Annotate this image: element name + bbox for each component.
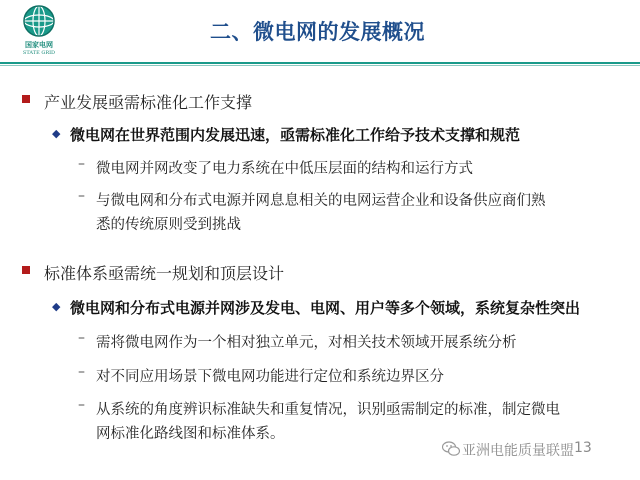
subpoint-1-1 [78,156,473,178]
dash-bullet-icon: – [78,330,85,346]
wechat-icon [442,441,460,457]
square-bullet-icon [22,95,30,103]
subpoint-text: 需将微电网作为一个相对独立单元，对相关技术领域开展系统分析 [96,335,517,351]
subpoint-text: 悉的传统原则受到挑战 [96,217,241,233]
header-divider-thin [0,65,640,66]
subpoint-2-2 [78,364,444,386]
logo-name-cn: 国家电网 [25,41,53,49]
dash-bullet-icon: – [78,364,85,380]
section-heading-text: 产业发展亟需标准化工作支撑 [44,93,253,112]
subpoint-2-3-cont [96,422,285,443]
point-text: 微电网和分布式电源并网涉及发电、电网、用户等多个领域，系统复杂性突出 [70,299,581,317]
watermark-text: 亚洲电能质量联盟 [462,443,574,459]
header-divider [0,62,640,64]
subpoint-text: 网标准化路线图和标准体系。 [96,426,285,442]
square-bullet-icon [22,266,30,274]
subpoint-text: 从系统的角度辨识标准缺失和重复情况，识别亟需制定的标准，制定微电 [96,402,560,418]
page-title: 二、微电网的发展概况 [210,20,425,44]
subpoint-1-2 [78,188,546,210]
dash-bullet-icon: – [78,156,85,172]
subpoint-text: 微电网并网改变了电力系统在中低压层面的结构和运行方式 [96,161,473,177]
dash-bullet-icon: – [78,188,85,204]
point-text: 微电网在世界范围内发展迅速，亟需标准化工作给予技术支撑和规范 [70,126,521,144]
state-grid-logo-icon [22,4,56,38]
point-2 [52,297,581,318]
section-heading-2 [44,261,284,284]
subpoint-1-2-cont [96,213,241,234]
diamond-bullet-icon: ◆ [52,300,61,313]
section-heading-1 [44,90,252,113]
slide-header [0,0,640,62]
page-number: 13 [574,440,592,456]
state-grid-logo [8,4,70,60]
section-heading-text: 标准体系亟需统一规划和顶层设计 [44,264,285,283]
subpoint-text: 与微电网和分布式电源并网息息相关的电网运营企业和设备供应商们熟 [96,193,546,209]
point-1 [52,124,521,145]
subpoint-2-1 [78,330,517,352]
subpoint-2-3 [78,397,560,419]
logo-name-en: STATE GRID [22,50,56,56]
diamond-bullet-icon: ◆ [52,127,61,140]
dash-bullet-icon: – [78,397,85,413]
subpoint-text: 对不同应用场景下微电网功能进行定位和系统边界区分 [96,369,444,385]
